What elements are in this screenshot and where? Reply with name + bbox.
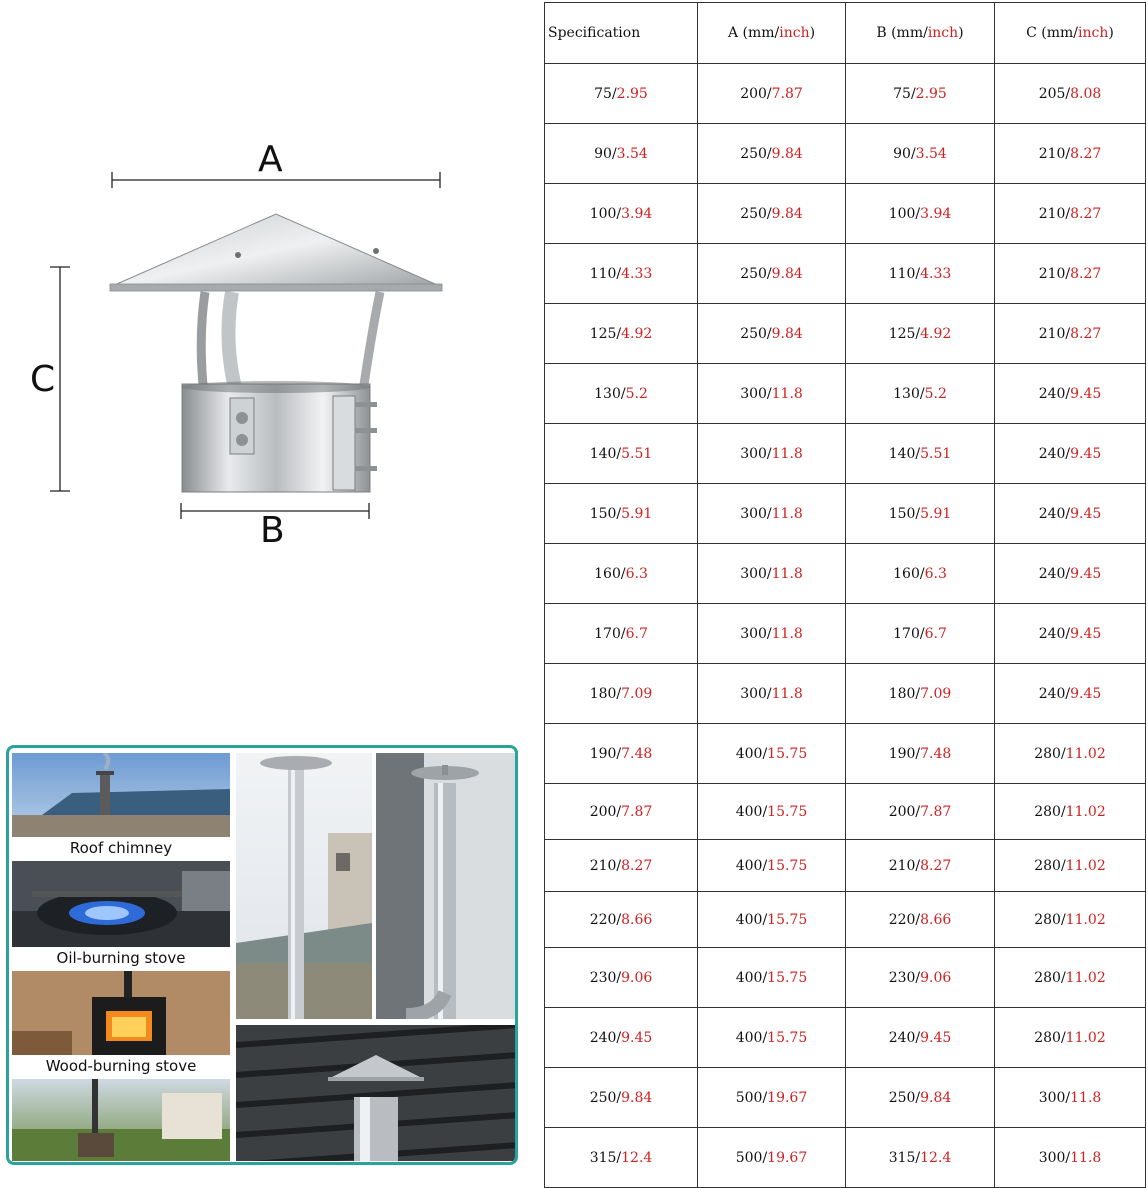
table-cell: 210/8.27	[846, 840, 995, 892]
table-cell: 240/9.45	[545, 1008, 698, 1068]
table-cell: 300/11.8	[698, 424, 846, 484]
oil-burning-stove-label: Oil-burning stove	[12, 947, 230, 969]
table-row	[545, 184, 1146, 244]
table-cell: 150/5.91	[545, 484, 698, 544]
table-row	[545, 664, 1146, 724]
oil-burning-stove-photo	[12, 861, 230, 947]
table-cell: 300/11.8	[698, 484, 846, 544]
table-cell: 160/6.3	[846, 544, 995, 604]
table-cell: 210/8.27	[545, 840, 698, 892]
table-cell: 180/7.09	[846, 664, 995, 724]
table-cell: 280/11.02	[995, 840, 1146, 892]
table-cell: 220/8.66	[545, 892, 698, 948]
table-cell: 160/6.3	[545, 544, 698, 604]
table-cell: 90/3.54	[545, 124, 698, 184]
table-cell: 400/15.75	[698, 724, 846, 784]
wood-burning-stove-label: Wood-burning stove	[12, 1055, 230, 1077]
table-cell: 210/8.27	[995, 184, 1146, 244]
table-cell: 170/6.7	[846, 604, 995, 664]
table-row	[545, 484, 1146, 544]
wood-burning-stove-photo	[12, 971, 230, 1055]
chimney-cap-drawing	[0, 0, 540, 600]
table-cell: 300/11.8	[995, 1068, 1146, 1128]
table-cell: 190/7.48	[846, 724, 995, 784]
table-row	[545, 64, 1146, 124]
specification-table	[544, 2, 1146, 1188]
table-cell: 280/11.02	[995, 948, 1146, 1008]
roof-chimney-photo	[12, 753, 230, 837]
table-header-row	[545, 3, 1146, 64]
table-row	[545, 1128, 1146, 1188]
dimension-line-b	[181, 503, 369, 519]
dimension-line-a	[112, 172, 440, 188]
header-b: B (mm/inch)	[846, 3, 995, 64]
table-cell: 250/9.84	[698, 244, 846, 304]
table-cell: 240/9.45	[995, 664, 1146, 724]
table-cell: 140/5.51	[545, 424, 698, 484]
table-cell: 280/11.02	[995, 724, 1146, 784]
table-cell: 500/19.67	[698, 1068, 846, 1128]
table-cell: 110/4.33	[545, 244, 698, 304]
roof-cap-photo	[236, 1025, 518, 1161]
table-cell: 240/9.45	[995, 544, 1146, 604]
table-row	[545, 424, 1146, 484]
table-cell: 240/9.45	[846, 1008, 995, 1068]
table-cell: 280/11.02	[995, 784, 1146, 840]
table-cell: 240/9.45	[995, 484, 1146, 544]
dimension-line-c	[50, 267, 70, 491]
table-row	[545, 124, 1146, 184]
table-cell: 200/7.87	[846, 784, 995, 840]
dimension-label-a: A	[258, 139, 283, 180]
table-row	[545, 1068, 1146, 1128]
table-cell: 150/5.91	[846, 484, 995, 544]
table-cell: 125/4.92	[545, 304, 698, 364]
table-cell: 180/7.09	[545, 664, 698, 724]
table-cell: 110/4.33	[846, 244, 995, 304]
table-cell: 500/19.67	[698, 1128, 846, 1188]
table-cell: 400/15.75	[698, 1008, 846, 1068]
dimension-label-c: C	[30, 359, 56, 400]
table-cell: 140/5.51	[846, 424, 995, 484]
table-cell: 250/9.84	[698, 124, 846, 184]
table-cell: 250/9.84	[846, 1068, 995, 1128]
table-cell: 300/11.8	[995, 1128, 1146, 1188]
table-cell: 100/3.94	[846, 184, 995, 244]
table-cell: 250/9.84	[698, 184, 846, 244]
table-row	[545, 244, 1146, 304]
table-row	[545, 364, 1146, 424]
table-cell: 250/9.84	[545, 1068, 698, 1128]
table-cell: 400/15.75	[698, 892, 846, 948]
table-row	[545, 544, 1146, 604]
product-diagram	[0, 0, 540, 600]
header-specification: Specification	[545, 3, 698, 64]
table-cell: 230/9.06	[545, 948, 698, 1008]
table-row	[545, 840, 1146, 892]
outdoor-stove-photo	[12, 1079, 230, 1161]
table-cell: 205/8.08	[995, 64, 1146, 124]
table-cell: 250/9.84	[698, 304, 846, 364]
table-cell: 90/3.54	[846, 124, 995, 184]
table-cell: 200/7.87	[545, 784, 698, 840]
roof-chimney-label: Roof chimney	[12, 837, 230, 859]
table-cell: 240/9.45	[995, 604, 1146, 664]
table-cell: 170/6.7	[545, 604, 698, 664]
table-row	[545, 948, 1146, 1008]
table-row	[545, 304, 1146, 364]
table-row	[545, 604, 1146, 664]
table-cell: 315/12.4	[545, 1128, 698, 1188]
table-cell: 230/9.06	[846, 948, 995, 1008]
table-cell: 210/8.27	[995, 124, 1146, 184]
table-cell: 300/11.8	[698, 604, 846, 664]
wall-chimney-photo	[376, 753, 518, 1019]
table-row	[545, 724, 1146, 784]
table-row	[545, 784, 1146, 840]
table-cell: 400/15.75	[698, 784, 846, 840]
table-cell: 400/15.75	[698, 948, 846, 1008]
application-photos-panel	[6, 745, 518, 1165]
table-cell: 280/11.02	[995, 892, 1146, 948]
table-cell: 210/8.27	[995, 304, 1146, 364]
table-cell: 130/5.2	[545, 364, 698, 424]
header-c: C (mm/inch)	[995, 3, 1146, 64]
table-cell: 240/9.45	[995, 424, 1146, 484]
table-cell: 130/5.2	[846, 364, 995, 424]
table-row	[545, 1008, 1146, 1068]
table-cell: 200/7.87	[698, 64, 846, 124]
dimension-label-b: B	[260, 510, 285, 551]
tall-chimney-pipe-photo	[236, 753, 372, 1019]
table-cell: 190/7.48	[545, 724, 698, 784]
table-cell: 75/2.95	[846, 64, 995, 124]
table-cell: 75/2.95	[545, 64, 698, 124]
table-cell: 400/15.75	[698, 840, 846, 892]
table-cell: 100/3.94	[545, 184, 698, 244]
table-cell: 125/4.92	[846, 304, 995, 364]
table-cell: 210/8.27	[995, 244, 1146, 304]
table-cell: 280/11.02	[995, 1008, 1146, 1068]
table-cell: 300/11.8	[698, 664, 846, 724]
table-cell: 240/9.45	[995, 364, 1146, 424]
table-cell: 315/12.4	[846, 1128, 995, 1188]
table-cell: 300/11.8	[698, 364, 846, 424]
table-row	[545, 892, 1146, 948]
header-a: A (mm/inch)	[698, 3, 846, 64]
table-cell: 300/11.8	[698, 544, 846, 604]
table-cell: 220/8.66	[846, 892, 995, 948]
